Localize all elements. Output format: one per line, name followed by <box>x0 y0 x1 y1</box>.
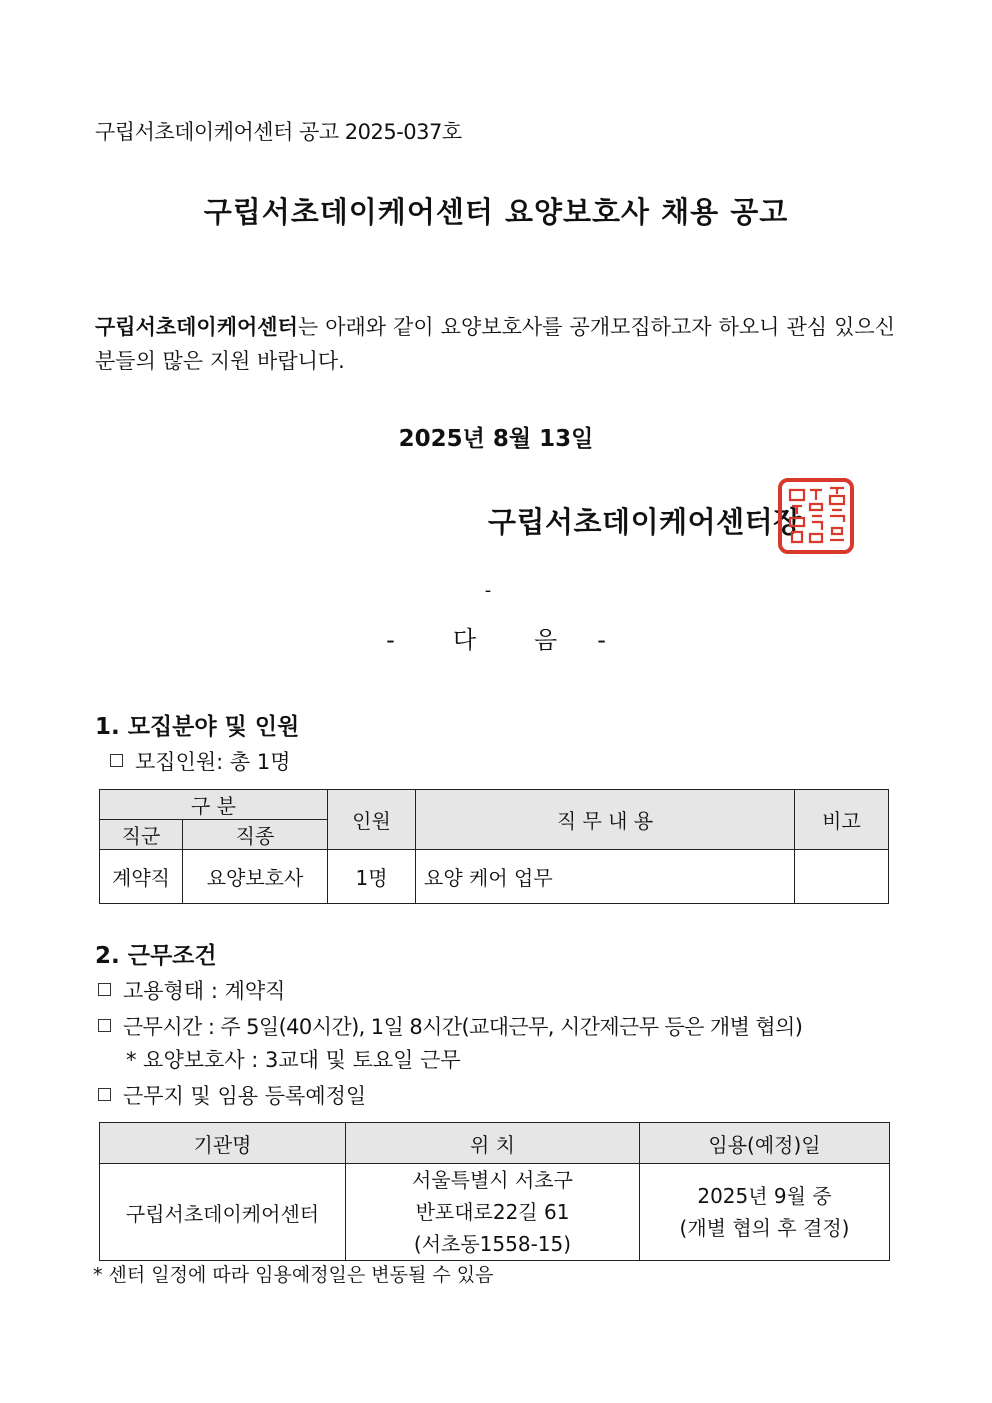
header-duty: 직 무 내 용 <box>416 790 795 850</box>
checkbox-square-icon <box>110 754 123 767</box>
header-rank: 직군 <box>100 820 183 850</box>
section2-bullet-employment <box>98 975 285 1005</box>
work-hours-text: 근무시간 : 주 5일(40시간), 1일 8시간(교대근무, 시간제근무 등은 개별 협의) <box>123 1015 803 1039</box>
document-title: 구립서초데이케어센터 요양보호사 채용 공고 <box>203 195 789 229</box>
daeum-heading <box>0 620 992 655</box>
employment-type-text: 고용형태 : 계약직 <box>123 979 286 1003</box>
notice-date: 2025년 8월 13일 <box>398 426 594 452</box>
daeum-char-1: 다 <box>452 626 476 654</box>
separator-dash: - <box>484 580 492 601</box>
workplace-table <box>99 1122 890 1261</box>
location-date-text: 근무지 및 임용 등록예정일 <box>123 1084 367 1108</box>
section1-bullet <box>110 746 291 776</box>
intro-paragraph <box>95 310 895 378</box>
daeum-right-dash: - <box>597 626 606 654</box>
cell-note <box>795 850 889 904</box>
location-line-3: (서초동1558-15) <box>413 1232 572 1256</box>
section2-heading: 2. 근무조건 <box>95 943 217 969</box>
date-line-2: (개별 협의 후 결정) <box>679 1216 850 1240</box>
header-type: 직종 <box>183 820 328 850</box>
checkbox-square-icon <box>98 983 111 996</box>
cell-rank: 계약직 <box>100 850 183 904</box>
cell-org: 구립서초데이케어센터 <box>100 1164 346 1261</box>
section2-sub-note: * 요양보호사 : 3교대 및 토요일 근무 <box>126 1048 461 1072</box>
header-note: 비고 <box>795 790 889 850</box>
cell-type: 요양보호사 <box>183 850 328 904</box>
header-group: 구 분 <box>100 790 328 820</box>
section2-bullet-location <box>98 1080 366 1110</box>
location-line-2: 반포대로22길 61 <box>415 1200 570 1224</box>
official-seal-icon <box>778 478 854 554</box>
table-row <box>100 1164 890 1261</box>
signer-name: 구립서초데이케어센터장 <box>488 505 802 539</box>
table-row <box>100 850 889 904</box>
checkbox-square-icon <box>98 1019 111 1032</box>
section2-bullet-hours <box>98 1011 802 1041</box>
intro-org: 구립서초데이케어센터 <box>95 315 298 339</box>
notice-number: 구립서초데이케어센터 공고 2025-037호 <box>95 120 462 144</box>
cell-date <box>640 1164 890 1261</box>
recruit-table <box>99 789 889 904</box>
daeum-left-dash: - <box>386 626 395 654</box>
footnote: * 센터 일정에 따라 임용예정일은 변동될 수 있음 <box>93 1264 494 1286</box>
checkbox-square-icon <box>98 1088 111 1101</box>
header-count: 인원 <box>328 790 416 850</box>
recruit-count-text: 모집인원: 총 1명 <box>135 750 291 774</box>
cell-duty: 요양 케어 업무 <box>416 850 795 904</box>
header-org: 기관명 <box>100 1123 346 1164</box>
cell-count: 1명 <box>328 850 416 904</box>
header-date: 임용(예정)일 <box>640 1123 890 1164</box>
cell-location <box>346 1164 640 1261</box>
location-line-1: 서울특별시 서초구 <box>412 1168 573 1192</box>
section1-heading: 1. 모집분야 및 인원 <box>95 714 300 740</box>
date-line-1: 2025년 9월 중 <box>697 1184 832 1208</box>
daeum-char-2: 음 <box>534 626 558 654</box>
header-location: 위 치 <box>346 1123 640 1164</box>
intro-text: 는 아래와 같이 요양보호사를 공개모집하고자 하오니 관심 있으신 분들의 많은 지원 바랍니다. <box>95 315 895 373</box>
